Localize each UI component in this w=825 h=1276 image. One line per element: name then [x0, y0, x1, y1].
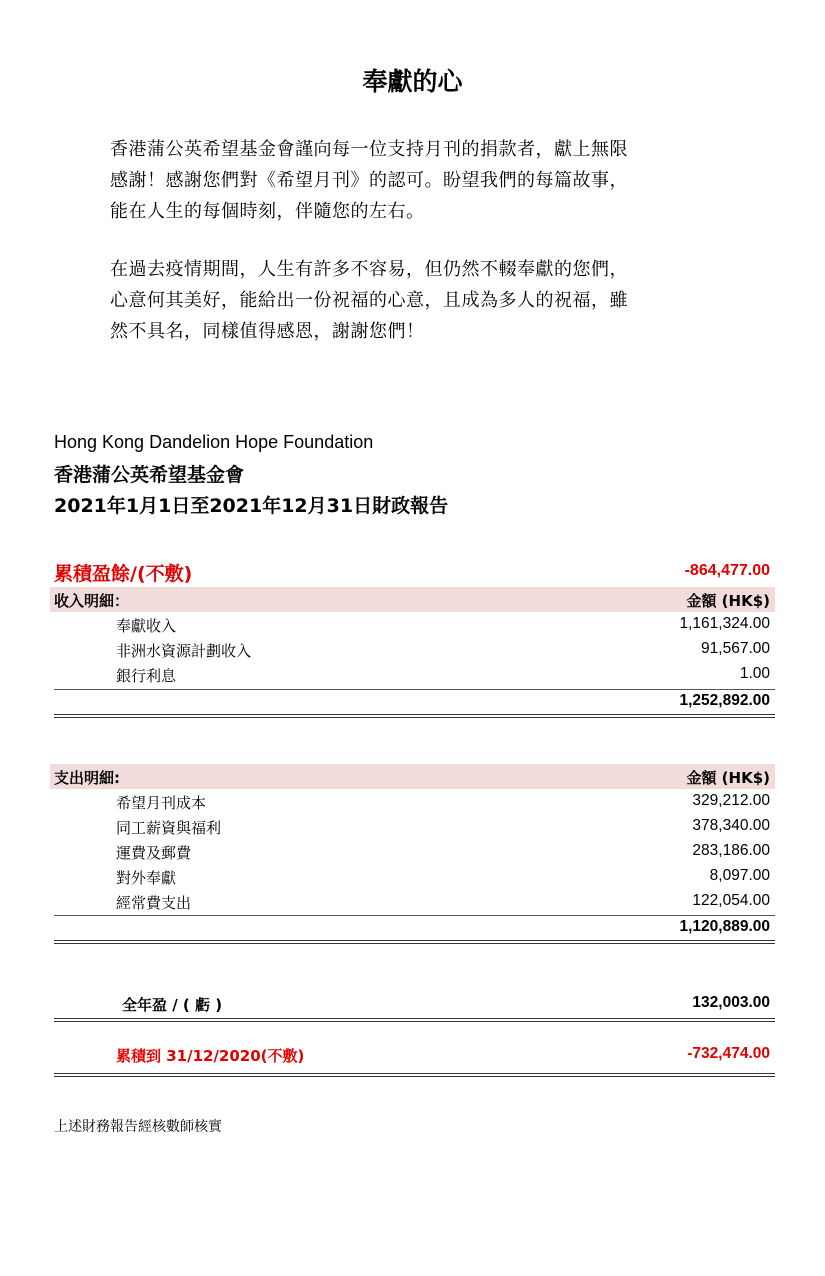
income-total-value: 1,252,892.00 [679, 692, 770, 709]
expense-item-label: 運費及郵費 [116, 844, 192, 862]
expense-header-row [50, 764, 775, 789]
income-row [50, 637, 775, 661]
expense-item-value: 8,097.00 [709, 867, 770, 884]
expense-row [50, 789, 775, 813]
expense-row [50, 839, 775, 863]
year-result-label: 全年盈 / ( 虧 ) [122, 996, 223, 1014]
income-amount-header: 金額 (HK$) [686, 592, 770, 610]
expense-amount-header: 金額 (HK$) [686, 769, 770, 787]
expense-row [50, 864, 775, 888]
income-item-label: 銀行利息 [116, 667, 177, 685]
expense-item-value: 378,340.00 [692, 817, 770, 834]
year-result-value: 132,003.00 [692, 994, 770, 1011]
accumulated-2020-value: -732,474.00 [687, 1045, 770, 1062]
double-underline [54, 940, 775, 944]
income-item-label: 非洲水資源計劃收入 [116, 642, 252, 660]
accumulated-2020-label: 累積到 31/12/2020(不敷) [116, 1047, 305, 1065]
income-total-row [50, 689, 775, 713]
income-header-label: 收入明細： [54, 592, 130, 610]
intro-line: 在過去疫情期間，人生有許多不容易，但仍然不輟奉獻的您們， [110, 259, 628, 280]
expense-header-label: 支出明細: [54, 769, 120, 787]
intro-line: 香港蒲公英希望基金會謹向每一位支持月刊的捐款者，獻上無限 [110, 139, 628, 160]
income-item-value: 1,161,324.00 [679, 615, 770, 632]
double-underline [54, 1018, 775, 1022]
expense-row [50, 814, 775, 838]
expense-item-value: 122,054.00 [692, 892, 770, 909]
intro-paragraph-1 [110, 134, 730, 227]
double-underline [54, 1073, 775, 1077]
org-name-english: Hong Kong Dandelion Hope Foundation [54, 432, 374, 452]
expense-item-label: 對外奉獻 [116, 869, 177, 887]
accumulated-2020-row [50, 1042, 775, 1066]
intro-paragraph-2 [110, 254, 730, 347]
accumulated-balance-label: 累積盈餘/(不敷) [54, 563, 193, 585]
income-row [50, 612, 775, 636]
report-title: 2021年1月1日至2021年12月31日財政報告 [54, 495, 449, 517]
page-title: 奉獻的心 [362, 67, 463, 96]
expense-item-label: 同工薪資與福利 [116, 819, 222, 837]
year-result-row [50, 991, 775, 1015]
double-underline [54, 714, 775, 718]
accumulated-balance-value: -864,477.00 [684, 562, 770, 579]
income-item-value: 1.00 [739, 665, 770, 682]
expense-item-value: 283,186.00 [692, 842, 770, 859]
expense-total-row [50, 915, 775, 939]
expense-item-value: 329,212.00 [692, 792, 770, 809]
expense-item-label: 經常費支出 [116, 894, 192, 912]
intro-line: 然不具名，同樣值得感恩，謝謝您們！ [110, 321, 425, 342]
intro-line: 心意何其美好，能給出一份祝福的心意，且成為多人的祝福，雖 [110, 290, 628, 311]
org-name-chinese: 香港蒲公英希望基金會 [54, 464, 245, 486]
expense-item-label: 希望月刊成本 [116, 794, 207, 812]
income-item-value: 91,567.00 [701, 640, 770, 657]
expense-row [50, 889, 775, 913]
accumulated-balance-row [50, 557, 775, 585]
intro-line: 能在人生的每個時刻，伴隨您的左右。 [110, 201, 425, 222]
income-item-label: 奉獻收入 [116, 617, 177, 635]
intro-line: 感謝！感謝您們對《希望月刊》的認可。盼望我們的每篇故事， [110, 170, 628, 191]
audit-note: 上述財務報告經核數師核實 [54, 1119, 222, 1135]
income-row [50, 662, 775, 686]
income-header-row [50, 587, 775, 612]
expense-total-value: 1,120,889.00 [679, 918, 770, 935]
